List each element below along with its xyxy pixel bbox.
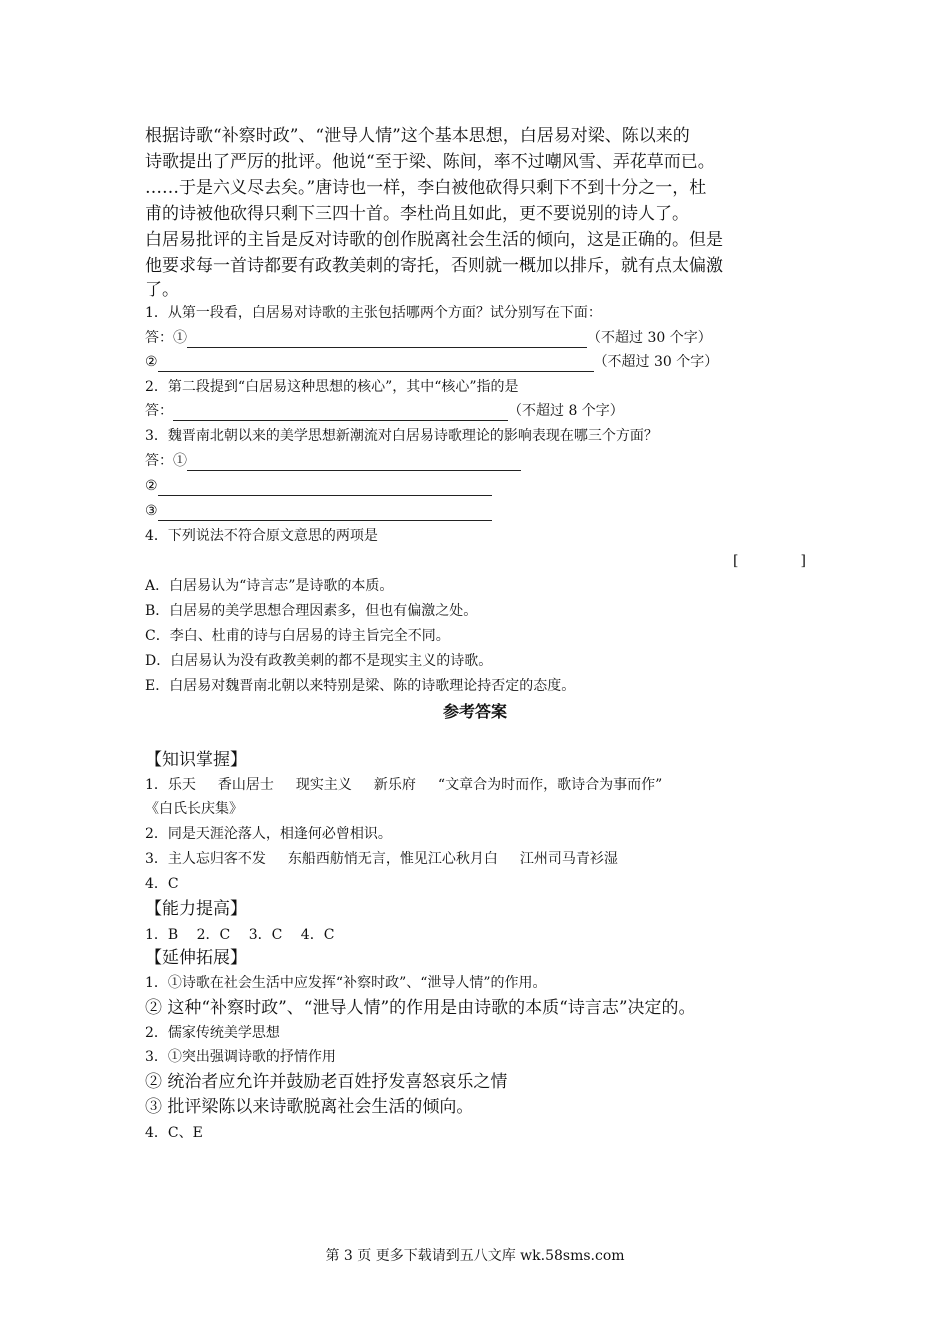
question-3-answer-1: 答：① bbox=[145, 451, 521, 471]
answers-title: 参考答案 bbox=[442, 702, 507, 721]
extension-answer-1: 1．①诗歌在社会生活中应发挥“补察时政”、“泄导人情”的作用。 bbox=[145, 975, 547, 991]
passage-line: 诗歌提出了严厉的批评。他说“至于梁、陈间，率不过嘲风雪、弄花草而已。 bbox=[145, 152, 715, 172]
answer-blank[interactable] bbox=[158, 355, 594, 372]
extension-answer-2: 2．儒家传统美学思想 bbox=[145, 1025, 280, 1041]
extension-answer-3c: ③ 批评梁陈以来诗歌脱离社会生活的倾向。 bbox=[145, 1097, 474, 1117]
question-1-stem: 1．从第一段看，白居易对诗歌的主张包括哪两个方面？试分别写在下面： bbox=[145, 305, 602, 321]
question-2-stem: 2．第二段提到“白居易这种思想的核心”，其中“核心”指的是 bbox=[145, 379, 519, 395]
answer-bracket[interactable]: [ ] bbox=[733, 553, 806, 569]
page-footer: 第 3 页 更多下载请到五八文库 wk.58sms.com bbox=[325, 1248, 625, 1264]
option-b: B．白居易的美学思想合理因素多，但也有偏激之处。 bbox=[145, 603, 478, 619]
option-d: D．白居易认为没有政教美刺的都不是现实主义的诗歌。 bbox=[145, 653, 493, 669]
answer-1-line: 1．乐天 香山居士 现实主义 新乐府 “文章合为时而作，歌诗合为事而作” bbox=[145, 777, 663, 793]
answer-blank[interactable] bbox=[158, 504, 492, 521]
question-1-answer-1: 答：① （不超过 30 个字） bbox=[145, 330, 712, 346]
question-3-answer-3: ③ bbox=[145, 501, 492, 521]
option-c: C．李白、杜甫的诗与白居易的诗主旨完全不同。 bbox=[145, 628, 450, 644]
ability-answers: 1．B 2．C 3．C 4．C bbox=[145, 927, 335, 943]
answer-1-continuation: 《白氏长庆集》 bbox=[145, 801, 243, 817]
question-4-stem: 4．下列说法不符合原文意思的两项是 bbox=[145, 528, 378, 544]
passage-line: ……于是六义尽去矣。”唐诗也一样，李白被他砍得只剩下不到十分之一，杜 bbox=[145, 178, 707, 198]
section-heading-knowledge: 【知识掌握】 bbox=[145, 750, 247, 770]
option-a: A．白居易认为“诗言志”是诗歌的本质。 bbox=[145, 578, 394, 594]
answer-blank[interactable] bbox=[173, 404, 508, 421]
extension-answer-4: 4．C、E bbox=[145, 1125, 203, 1141]
section-heading-ability: 【能力提高】 bbox=[145, 899, 247, 919]
option-e: E．白居易对魏晋南北朝以来特别是梁、陈的诗歌理论持否定的态度。 bbox=[145, 678, 576, 694]
answer-2: 2．同是天涯沦落人，相逢何必曾相识。 bbox=[145, 826, 392, 842]
answer-blank[interactable] bbox=[158, 479, 492, 496]
answer-3-line: 3．主人忘归客不发 东船西舫悄无言，惟见江心秋月白 江州司马青衫湿 bbox=[145, 851, 618, 867]
answer-blank[interactable] bbox=[187, 331, 587, 348]
question-1-answer-2: ② （不超过 30 个字） bbox=[145, 354, 719, 370]
answer-4: 4．C bbox=[145, 876, 179, 892]
extension-answer-3b: ② 统治者应允许并鼓励老百姓抒发喜怒哀乐之情 bbox=[145, 1072, 508, 1092]
question-2-answer: 答： （不超过 8 个字） bbox=[145, 403, 624, 419]
question-3-stem: 3．魏晋南北朝以来的美学思想新潮流对白居易诗歌理论的影响表现在哪三个方面？ bbox=[145, 428, 658, 444]
passage-line: 甫的诗被他砍得只剩下三四十首。李杜尚且如此，更不要说别的诗人了。 bbox=[145, 204, 689, 224]
passage-line: 白居易批评的主旨是反对诗歌的创作脱离社会生活的倾向，这是正确的。但是 bbox=[145, 230, 723, 250]
passage-line: 了。 bbox=[145, 280, 179, 300]
section-heading-extension: 【延伸拓展】 bbox=[145, 948, 247, 968]
answer-blank[interactable] bbox=[187, 454, 521, 471]
passage-line: 他要求每一首诗都要有政教美刺的寄托，否则就一概加以排斥，就有点太偏激 bbox=[145, 256, 723, 276]
passage-line: 根据诗歌“补察时政”、“泄导人情”这个基本思想，白居易对梁、陈以来的 bbox=[145, 126, 690, 146]
question-3-answer-2: ② bbox=[145, 476, 492, 496]
extension-answer-1b: ② 这种“补察时政”、“泄导人情”的作用是由诗歌的本质“诗言志”决定的。 bbox=[145, 998, 696, 1018]
extension-answer-3: 3．①突出强调诗歌的抒情作用 bbox=[145, 1049, 336, 1065]
